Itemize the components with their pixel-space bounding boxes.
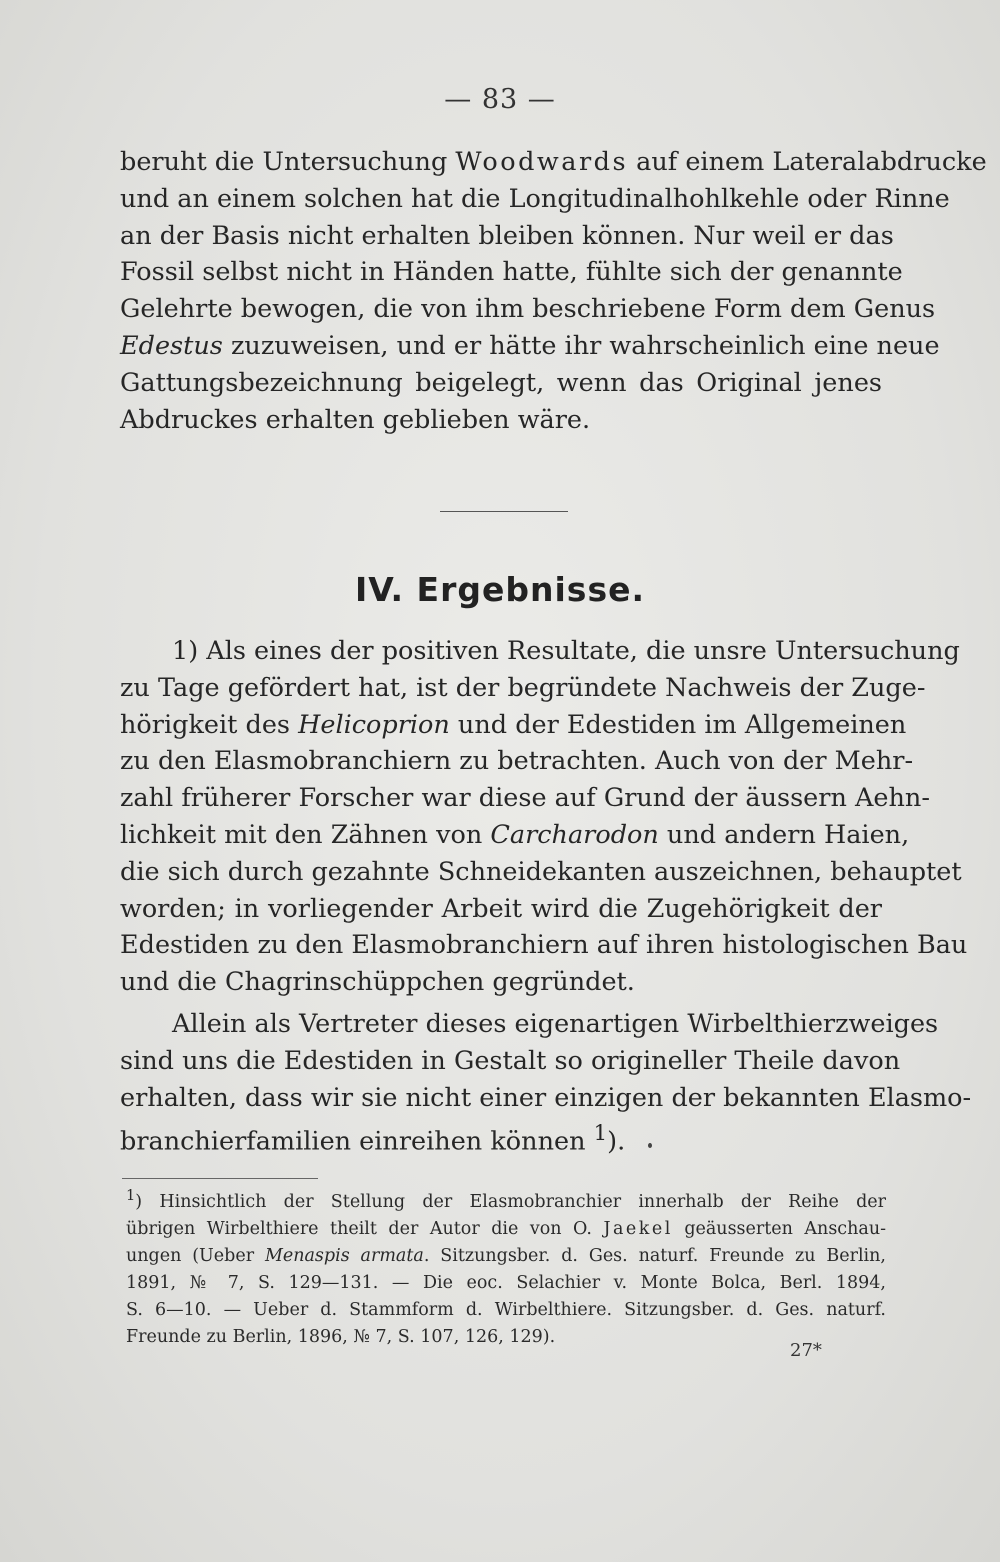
footnote-line: S. 6—10. — Ueber d. Stammform d. Wirbelthiere. Sitzungsber. d. Ges. naturf.: [126, 1299, 886, 1320]
footnote-line: 1891, № 7, S. 129—131. — Die eoc. Selachier v. Monte Bolca, Berl. 1894,: [126, 1272, 886, 1293]
text-line: sind uns die Edestiden in Gestalt so origineller Theile davon: [120, 1045, 901, 1076]
genus-edestus: Edestus: [120, 330, 223, 361]
paragraph-continuation: [120, 144, 987, 438]
footnote-line: $^1$) Hinsichtlich der Stellung der Elasmobranchier innerhalb der Reihe der: [126, 1187, 886, 1212]
text-line: an der Basis nicht erhalten bleiben können. Nur weil er das: [120, 220, 894, 251]
text-line: erhalten, dass wir sie nicht einer einzigen der bekannten Elasmo-: [120, 1082, 972, 1113]
footnote-line: Freunde zu Berlin, 1896, № 7, S. 107, 126, 129).: [126, 1326, 556, 1347]
footnote-line: ungen (Ueber Menaspis armata. Sitzungsber. d. Ges. naturf. Freunde zu Berlin,: [126, 1245, 886, 1266]
ink-speck: [648, 1143, 652, 1148]
footnote-rule: [122, 1178, 318, 1179]
text-line: zahl früherer Forscher war diese auf Grund der äussern Aehn-: [120, 783, 930, 814]
text-line: Gelehrte bewogen, die von ihm beschriebene Form dem Genus: [120, 294, 936, 325]
text-line: Edestiden zu den Elasmobranchiern auf ihren histologischen Bau: [120, 930, 968, 961]
sheet-signature: 27*: [790, 1340, 822, 1361]
text-line: branchierfamilien einreihen können $^1$).: [120, 1121, 626, 1157]
text-line: beruht die Untersuchung Woodwards auf einem Lateralabdrucke: [120, 147, 987, 177]
text-line: die sich durch gezahnte Schneidekanten auszeichnen, behauptet: [120, 856, 962, 887]
paragraph-representatives: [120, 1006, 972, 1161]
text-line: Allein als Vertreter dieses eigenartigen Wirbelthierzweiges: [172, 1009, 939, 1039]
text-line: hörigkeit des Helicoprion und der Edestiden im Allgemeinen: [120, 709, 907, 740]
text-line: und an einem solchen hat die Longitudinalhohlkehle oder Rinne: [120, 183, 950, 214]
species-menaspis-armata: Menaspis armata: [264, 1245, 424, 1266]
paragraph-results: [120, 633, 968, 1001]
section-divider: [440, 511, 568, 512]
text-line: Abdruckes erhalten geblieben wäre.: [120, 404, 591, 435]
text-line: 1) Als eines der positiven Resultate, die unsre Untersuchung: [172, 636, 960, 666]
genus-helicoprion: Helicoprion: [298, 709, 450, 740]
text-line: und die Chagrinschüppchen gegründet.: [120, 967, 635, 998]
footnote-line: übrigen Wirbelthiere theilt der Autor die von O. Jaekel geäusserten Anschau-: [126, 1218, 886, 1239]
text-line: zu Tage gefördert hat, ist der begründete Nachweis der Zuge-: [120, 672, 926, 703]
text-line: Fossil selbst nicht in Händen hatte, fühlte sich der genannte: [120, 257, 903, 288]
author-name-woodward: Woodwards: [455, 147, 629, 177]
genus-carcharodon: Carcharodon: [490, 819, 659, 850]
section-heading: IV. Ergebnisse.: [354, 570, 646, 609]
text-line: Gattungsbezeichnung beigelegt, wenn das Original jenes: [120, 367, 882, 398]
text-line: zu den Elasmobranchiern zu betrachten. Auch von der Mehr-: [120, 746, 914, 777]
footnote: [126, 1182, 886, 1351]
author-name-jaekel: Jaekel: [603, 1218, 673, 1239]
text-line: worden; in vorliegender Arbeit wird die Zugehörigkeit der: [120, 893, 882, 924]
footnote-number: 1: [126, 1187, 136, 1204]
text-line: Edestus zuzuweisen, und er hätte ihr wahrscheinlich eine neue: [120, 330, 940, 361]
page-number: — 83 —: [444, 84, 556, 115]
text-line: lichkeit mit den Zähnen von Carcharodon und andern Haien,: [120, 819, 910, 850]
footnote-marker: 1: [593, 1121, 608, 1147]
